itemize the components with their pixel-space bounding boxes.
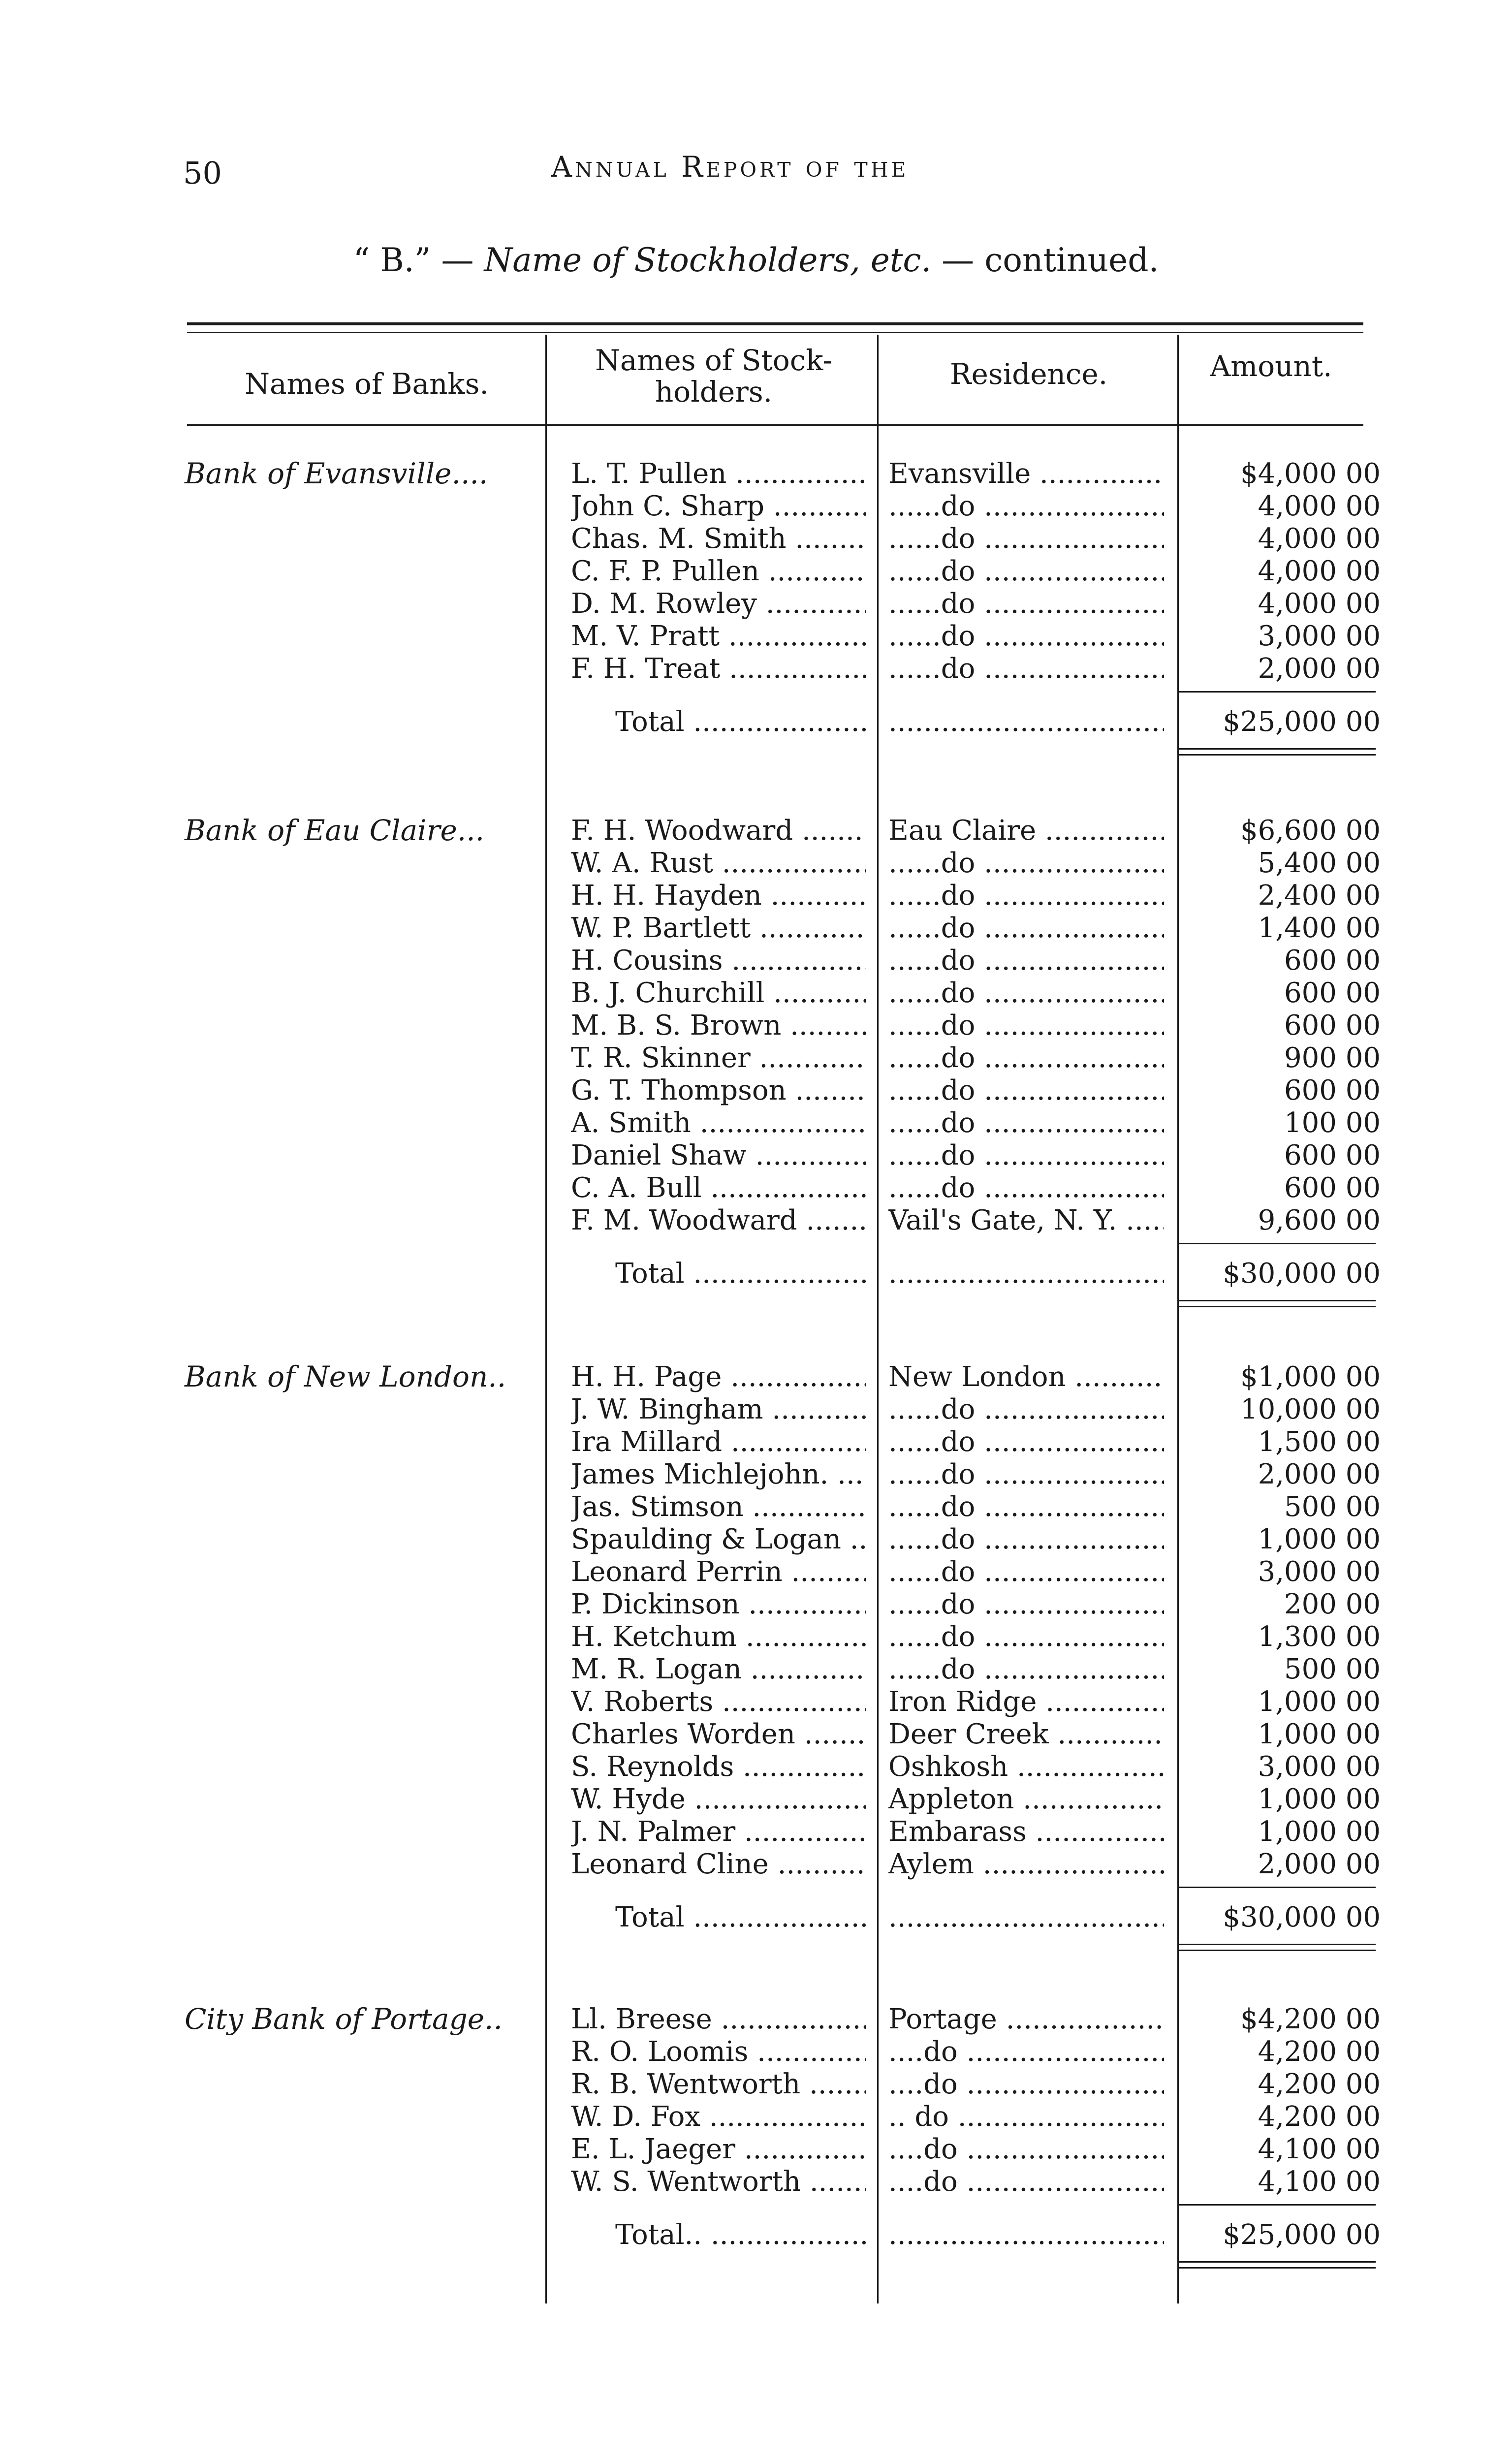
amount: 10,000 00 <box>1240 1393 1381 1425</box>
stockholder-name: C. F. P. Pullen ..... <box>571 555 866 588</box>
residence: ......do ..... <box>888 1010 1164 1042</box>
residence: ......do ..... <box>888 1621 1164 1653</box>
table-title-suffix: — continued. <box>931 241 1159 279</box>
amount: $4,000 00 <box>1240 458 1381 490</box>
stockholder-name: P. Dickinson ..... <box>571 1588 866 1621</box>
table-row <box>0 1751 1512 1783</box>
stockholder-name: R. O. Loomis ..... <box>571 2036 866 2068</box>
total-label: Total.. ..... <box>615 2218 866 2252</box>
residence: ......do ..... <box>888 1556 1164 1588</box>
table-row <box>0 1361 1512 1393</box>
residence: Portage ..... <box>888 2003 1164 2036</box>
table-row <box>0 1621 1512 1653</box>
header-stockholders-line2: holders. <box>655 375 773 409</box>
total-leader <box>888 1900 1164 1935</box>
stockholder-name: G. T. Thompson ..... <box>571 1074 866 1107</box>
total-row <box>0 1257 1512 1291</box>
residence: ......do ..... <box>888 1491 1164 1523</box>
residence: ......do ..... <box>888 1588 1164 1621</box>
stockholder-name: F. H. Treat ..... <box>571 653 866 685</box>
table-row <box>0 523 1512 555</box>
header-stockholders <box>546 345 881 408</box>
total-amount: $25,000 00 <box>1223 2219 1381 2251</box>
residence: ......do ..... <box>888 1653 1164 1686</box>
amount: 4,200 00 <box>1258 2101 1381 2133</box>
total-leader <box>888 705 1164 739</box>
table-row <box>0 1042 1512 1074</box>
residence: Aylem ..... <box>888 1848 1164 1881</box>
table-row <box>0 1107 1512 1139</box>
stockholder-name: H. Ketchum ..... <box>571 1621 866 1653</box>
amount: 4,000 00 <box>1258 490 1381 522</box>
page-number: 50 <box>183 155 222 191</box>
bank-name: City Bank of Portage.. <box>185 2002 503 2036</box>
total-label: Total ..... <box>615 1257 866 1291</box>
table-row <box>0 555 1512 588</box>
bank-name: Bank of Evansville.... <box>185 457 488 490</box>
stockholder-name: F. M. Woodward ..... <box>571 1204 866 1237</box>
table-row <box>0 1458 1512 1491</box>
residence: ......do ..... <box>888 1458 1164 1491</box>
residence: Deer Creek ..... <box>888 1718 1164 1751</box>
residence: ......do ..... <box>888 847 1164 880</box>
table-title-italic: Name of Stockholders, etc. <box>484 241 932 279</box>
residence: ......do ..... <box>888 1042 1164 1074</box>
table-row <box>0 1556 1512 1588</box>
amount: $1,000 00 <box>1240 1361 1381 1393</box>
subtotal-rule <box>1179 1887 1376 1888</box>
residence: ....do ..... <box>888 2166 1164 2198</box>
stockholder-name: H. H. Hayden ..... <box>571 880 866 912</box>
residence: ....do ..... <box>888 2036 1164 2068</box>
amount: 500 00 <box>1284 1491 1381 1523</box>
stockholder-name: J. W. Bingham ..... <box>571 1393 866 1426</box>
amount: 5,400 00 <box>1258 847 1381 879</box>
stockholder-name: H. Cousins ..... <box>571 945 866 977</box>
total-row <box>0 1900 1512 1935</box>
amount: 9,600 00 <box>1258 1204 1381 1236</box>
residence: Appleton ..... <box>888 1783 1164 1816</box>
amount: 900 00 <box>1284 1042 1381 1074</box>
stockholder-name: W. P. Bartlett ..... <box>571 912 866 945</box>
amount: 500 00 <box>1284 1653 1381 1685</box>
residence: Eau Claire ..... <box>888 815 1164 847</box>
stockholder-name: J. N. Palmer ..... <box>571 1816 866 1848</box>
table-row <box>0 1010 1512 1042</box>
table-row <box>0 653 1512 685</box>
table-row <box>0 1491 1512 1523</box>
residence: Evansville ..... <box>888 458 1164 490</box>
total-double-rule-top <box>1179 748 1376 750</box>
residence: Oshkosh ..... <box>888 1751 1164 1783</box>
header-stockholders-line1: Names of Stock- <box>595 344 832 377</box>
amount: 4,200 00 <box>1258 2036 1381 2068</box>
residence: ......do ..... <box>888 977 1164 1010</box>
total-amount: $30,000 00 <box>1223 1901 1381 1933</box>
header-bottom-rule <box>187 424 1363 426</box>
total-row <box>0 2218 1512 2252</box>
amount: 4,000 00 <box>1258 588 1381 620</box>
table-row <box>0 1393 1512 1426</box>
amount: 600 00 <box>1284 977 1381 1009</box>
table-row <box>0 2133 1512 2166</box>
total-double-rule-bottom <box>1179 1950 1376 1951</box>
stockholder-name: F. H. Woodward ..... <box>571 815 866 847</box>
table-row <box>0 588 1512 620</box>
bank-name: Bank of Eau Claire... <box>185 814 485 847</box>
amount: 600 00 <box>1284 1139 1381 1171</box>
table-row <box>0 2101 1512 2133</box>
stockholder-name: B. J. Churchill ..... <box>571 977 866 1010</box>
residence: ......do ..... <box>888 912 1164 945</box>
amount: 1,500 00 <box>1258 1426 1381 1458</box>
residence: ......do ..... <box>888 880 1164 912</box>
amount: 1,000 00 <box>1258 1686 1381 1718</box>
total-leader <box>888 1257 1164 1291</box>
residence: ......do ..... <box>888 1172 1164 1204</box>
residence: ......do ..... <box>888 1426 1164 1458</box>
amount: 200 00 <box>1284 1588 1381 1620</box>
amount: 1,000 00 <box>1258 1816 1381 1848</box>
residence: ......do ..... <box>888 620 1164 653</box>
amount: 1,000 00 <box>1258 1783 1381 1815</box>
total-double-rule-bottom <box>1179 754 1376 756</box>
table-row <box>0 945 1512 977</box>
total-amount: $30,000 00 <box>1223 1258 1381 1290</box>
stockholder-name: H. H. Page ..... <box>571 1361 866 1393</box>
table-row <box>0 815 1512 847</box>
amount: 600 00 <box>1284 1010 1381 1041</box>
table-row <box>0 847 1512 880</box>
table-row <box>0 1653 1512 1686</box>
stockholder-name: A. Smith ..... <box>571 1107 866 1139</box>
amount: 2,000 00 <box>1258 1458 1381 1490</box>
stockholder-name: Ll. Breese ..... <box>571 2003 866 2036</box>
amount: 4,200 00 <box>1258 2068 1381 2100</box>
residence: Embarass ..... <box>888 1816 1164 1848</box>
residence: ......do ..... <box>888 523 1164 555</box>
amount: 3,000 00 <box>1258 620 1381 652</box>
residence: ......do ..... <box>888 1107 1164 1139</box>
table-row <box>0 1139 1512 1172</box>
amount: 4,000 00 <box>1258 555 1381 587</box>
amount: 4,100 00 <box>1258 2166 1381 2198</box>
total-leader <box>888 2218 1164 2252</box>
stockholder-name: John C. Sharp ..... <box>571 490 866 523</box>
residence: ......do ..... <box>888 653 1164 685</box>
stockholder-name: Jas. Stimson ..... <box>571 1491 866 1523</box>
amount: 600 00 <box>1284 1074 1381 1106</box>
amount: $4,200 00 <box>1240 2003 1381 2035</box>
table-row <box>0 1523 1512 1556</box>
stockholder-name: E. L. Jaeger ..... <box>571 2133 866 2166</box>
table-row <box>0 1848 1512 1881</box>
table-row <box>0 1816 1512 1848</box>
stockholder-name: Leonard Perrin ..... <box>571 1556 866 1588</box>
stockholder-name: C. A. Bull ..... <box>571 1172 866 1204</box>
table-row <box>0 1204 1512 1237</box>
table-title-prefix: “ B.” — <box>353 241 484 279</box>
amount: 4,000 00 <box>1258 523 1381 555</box>
stockholder-name: Spaulding & Logan ..... <box>571 1523 866 1556</box>
table-row <box>0 2166 1512 2198</box>
table-row <box>0 2003 1512 2036</box>
table-row <box>0 2036 1512 2068</box>
table-title <box>0 241 1512 279</box>
amount: 1,400 00 <box>1258 912 1381 944</box>
residence: Iron Ridge ..... <box>888 1686 1164 1718</box>
amount: 600 00 <box>1284 1172 1381 1204</box>
total-double-rule-top <box>1179 2261 1376 2263</box>
stockholder-name: Chas. M. Smith ..... <box>571 523 866 555</box>
header-amount: Amount. <box>1210 349 1332 383</box>
subtotal-rule <box>1179 2204 1376 2206</box>
table-row <box>0 490 1512 523</box>
table-row <box>0 912 1512 945</box>
residence: ......do ..... <box>888 555 1164 588</box>
running-head: Annual Report of the <box>551 150 909 184</box>
table-row <box>0 458 1512 490</box>
stockholder-name: D. M. Rowley ..... <box>571 588 866 620</box>
table-row <box>0 1588 1512 1621</box>
total-amount: $25,000 00 <box>1223 706 1381 738</box>
residence: ......do ..... <box>888 1523 1164 1556</box>
table-row <box>0 1686 1512 1718</box>
residence: ......do ..... <box>888 1074 1164 1107</box>
stockholder-name: Leonard Cline ..... <box>571 1848 866 1881</box>
stockholder-name: M. B. S. Brown ..... <box>571 1010 866 1042</box>
table-row <box>0 1783 1512 1816</box>
total-double-rule-top <box>1179 1300 1376 1301</box>
stockholder-name: Daniel Shaw ..... <box>571 1139 866 1172</box>
table-row <box>0 880 1512 912</box>
table-row <box>0 977 1512 1010</box>
amount: $6,600 00 <box>1240 815 1381 847</box>
table-row <box>0 1074 1512 1107</box>
residence: ......do ..... <box>888 1139 1164 1172</box>
header-residence: Residence. <box>949 357 1108 391</box>
stockholder-name: L. T. Pullen ..... <box>571 458 866 490</box>
residence: ......do ..... <box>888 945 1164 977</box>
stockholder-name: W. Hyde ..... <box>571 1783 866 1816</box>
residence: ....do ..... <box>888 2133 1164 2166</box>
table-row <box>0 1172 1512 1204</box>
subtotal-rule <box>1179 1243 1376 1244</box>
table-row <box>0 1718 1512 1751</box>
residence: .. do ..... <box>888 2101 1164 2133</box>
total-label: Total ..... <box>615 1900 866 1935</box>
top-rule-thin <box>187 332 1363 333</box>
residence: ......do ..... <box>888 1393 1164 1426</box>
amount: 3,000 00 <box>1258 1751 1381 1783</box>
residence: ....do ..... <box>888 2068 1164 2101</box>
amount: 2,000 00 <box>1258 653 1381 685</box>
total-label: Total ..... <box>615 705 866 739</box>
stockholder-name: V. Roberts ..... <box>571 1686 866 1718</box>
amount: 100 00 <box>1284 1107 1381 1139</box>
amount: 600 00 <box>1284 945 1381 977</box>
stockholder-name: Ira Millard ..... <box>571 1426 866 1458</box>
stockholder-name: W. A. Rust ..... <box>571 847 866 880</box>
total-double-rule-bottom <box>1179 2267 1376 2269</box>
residence: New London ..... <box>888 1361 1164 1393</box>
amount: 1,300 00 <box>1258 1621 1381 1653</box>
stockholder-name: Charles Worden ..... <box>571 1718 866 1751</box>
table-row <box>0 1426 1512 1458</box>
stockholder-name: R. B. Wentworth ..... <box>571 2068 866 2101</box>
table-row <box>0 2068 1512 2101</box>
amount: 4,100 00 <box>1258 2133 1381 2165</box>
stockholder-name: W. D. Fox ..... <box>571 2101 866 2133</box>
bank-name: Bank of New London.. <box>185 1360 506 1393</box>
table-row <box>0 620 1512 653</box>
amount: 3,000 00 <box>1258 1556 1381 1588</box>
amount: 2,000 00 <box>1258 1848 1381 1880</box>
residence: Vail's Gate, N. Y. ..... <box>888 1204 1164 1237</box>
amount: 1,000 00 <box>1258 1718 1381 1750</box>
stockholder-name: M. R. Logan ..... <box>571 1653 866 1686</box>
amount: 1,000 00 <box>1258 1523 1381 1555</box>
residence: ......do ..... <box>888 588 1164 620</box>
total-double-rule-top <box>1179 1944 1376 1945</box>
stockholder-name: S. Reynolds ..... <box>571 1751 866 1783</box>
stockholder-name: James Michlejohn. ..... <box>571 1458 866 1491</box>
stockholder-name: T. R. Skinner ..... <box>571 1042 866 1074</box>
stockholder-name: W. S. Wentworth ..... <box>571 2166 866 2198</box>
total-double-rule-bottom <box>1179 1306 1376 1307</box>
top-rule-thick <box>187 322 1363 325</box>
subtotal-rule <box>1179 691 1376 693</box>
total-row <box>0 705 1512 739</box>
amount: 2,400 00 <box>1258 880 1381 912</box>
stockholder-name: M. V. Pratt ..... <box>571 620 866 653</box>
residence: ......do ..... <box>888 490 1164 523</box>
header-banks: Names of Banks. <box>245 367 489 401</box>
